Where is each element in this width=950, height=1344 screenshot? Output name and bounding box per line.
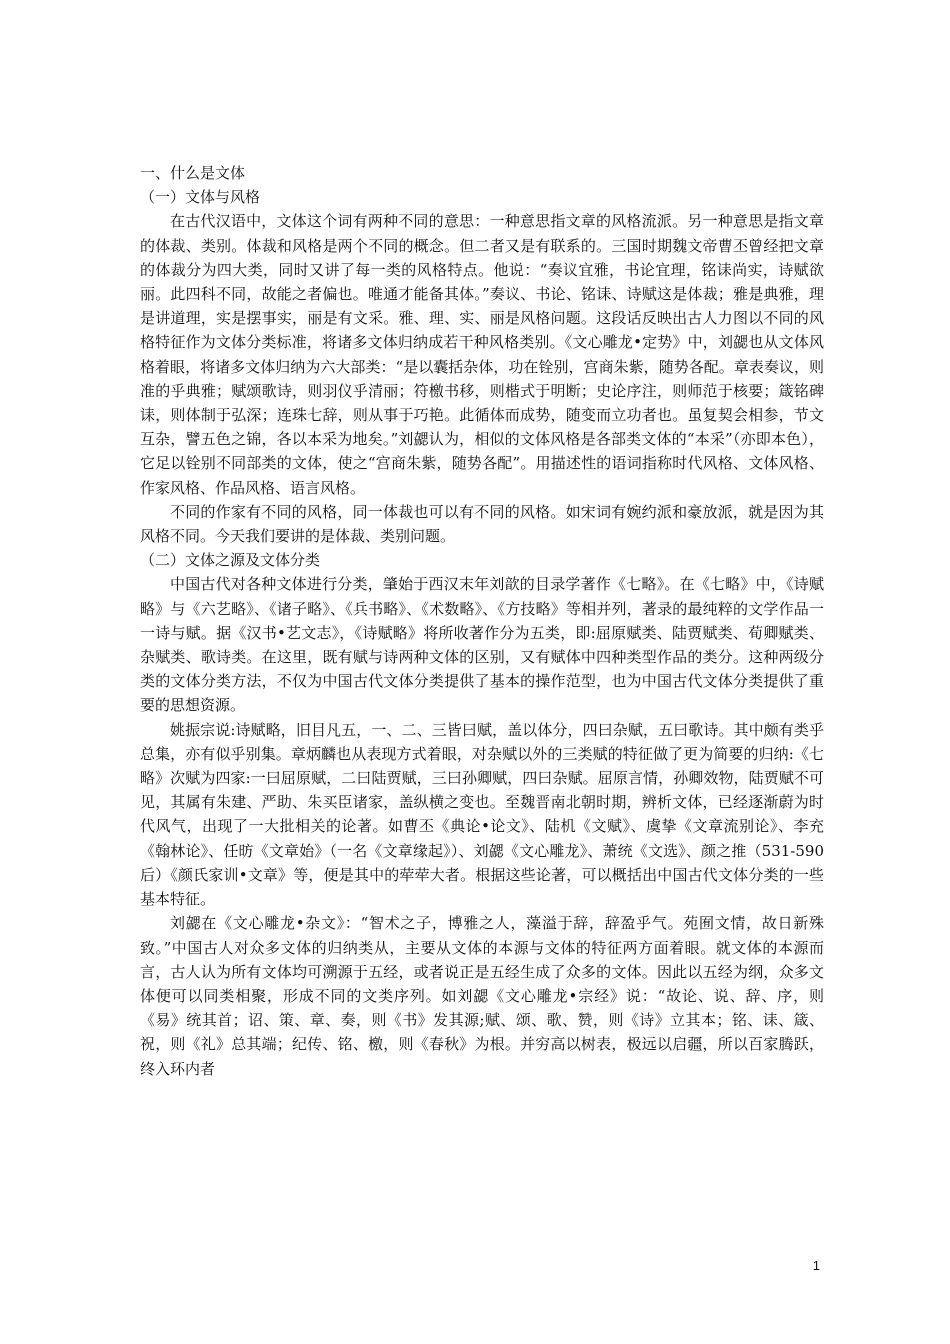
paragraph-style-variation: 不同的作家有不同的风格，同一体裁也可以有不同的风格。如宋词有婉约派和豪放派，就是因为其风格不同。今天我们要讲的是体裁、类别问题。 xyxy=(140,502,824,546)
page-number: 1 xyxy=(812,1258,820,1273)
paragraph-yao-zhenzong: 姚振宗说:诗赋略，旧目凡五，一、二、三皆曰赋，盖以体分，四曰杂赋，五曰歌诗。其中颇有类乎总集，亦有似乎别集。章炳麟也从表现方式着眼，对杂赋以外的三类赋的特征做了更为简要的归纳:《七略》次赋为四家:一曰屈原赋，二曰陆贾赋，三曰孙卿赋，四曰杂赋。屈原言情，孙卿效物，陆贾赋不可见，其属有朱建、严助、朱买臣诸家，盖纵横之变也。至魏晋南北朝时期，辨析文体，已经逐渐蔚为时代风气，出现了一大批相关的论著。如曹丕《典论•论文》、陆机《文赋》、虞挚《文章流别论》、李充《翰林论》、任昉《文章始》（一名《文章缘起》）、刘勰《文心雕龙》、萧统《文选》、颜之推（531-590后）《颜氏家训•文章》等，便是其中的荦荦大者。根据这些论著，可以概括出中国古代文体分类的一些基本特征。 xyxy=(140,720,824,909)
section-heading-origin: （二）文体之源及文体分类 xyxy=(140,551,321,570)
section-heading-style: （一）文体与风格 xyxy=(140,188,261,207)
chapter-heading: 一、什么是文体 xyxy=(140,164,246,182)
paragraph-liu-xie: 刘勰在《文心雕龙•杂文》：“智术之子，博雅之人，藻溢于辞，辞盈乎气。苑囿文情，故日新殊致。”中国古人对众多文体的归纳类从，主要从文体的本源与文体的特征两方面着眼。就文体的本源而言，古人认为所有文体均可溯源于五经，或者说正是五经生成了众多的文体。因此以五经为纲，众多文体便可以同类相聚，形成不同的文类序列。如刘勰《文心雕龙•宗经》说：“故论、说、辞、序，则《易》统其首；诏、策、章、奏，则《书》发其源;赋、颂、歌、赞，则《诗》立其本；铭、诔、箴、祝，则《礼》总其端；纪传、铭、檄，则《春秋》为根。并穷高以树表，极远以启疆，所以百家腾跃，终入环内者 xyxy=(140,914,824,1078)
paragraph-style-definition: 在古代汉语中，文体这个词有两种不同的意思：一种意思指文章的风格流派。另一种意思是指文章的体裁、类别。体裁和风格是两个不同的概念。但二者又是有联系的。三国时期魏文帝曹丕曾经把文章的体裁分为四大类，同时又讲了每一类的风格特点。他说：“奏议宜雅，书论宜理，铭诔尚实，诗赋欲丽。此四科不同，故能之者偏也。唯通才能备其体。”奏议、书论、铭诔、诗赋这是体裁；雅是典雅，理是讲道理，实是摆事实，丽是有文采。雅、理、实、丽是风格问题。这段话反映出古人力图以不同的风格特征作为文体分类标准，将诸多文体归纳成若干种风格类别。《文心雕龙•定势》中，刘勰也从文体风格着眼，将诸多文体归纳为六大部类：“是以囊括杂体，功在铨别，宫商朱紫，随势各配。章表奏议，则准的乎典雅；赋颂歌诗，则羽仪乎清丽；符檄书移，则楷式于明断；史论序注，则师范于核要；箴铭碑诔，则体制于弘深；连珠七辞，则从事于巧艳。此循体而成势，随变而立功者也。虽复契会相参，节文互杂，譬五色之锦，各以本采为地矣。”刘勰认为，相似的文体风格是各部类文体的“本采”（亦即本色），它足以铨别不同部类的文体，使之“宫商朱紫，随势各配”。用描述性的语词指称时代风格、文体风格、作家风格、作品风格、语言风格。 xyxy=(140,212,824,497)
paragraph-qilue: 中国古代对各种文体进行分类，肇始于西汉末年刘歆的目录学著作《七略》。在《七略》中，《诗赋略》与《六艺略》、《诸子略》、《兵书略》、《术数略》、《方技略》等相并列，著录的最纯粹的文学作品一一诗与赋。据《汉书•艺文志》，《诗赋略》将所收著作分为五类，即:屈原赋类、陆贾赋类、荀卿赋类、杂赋类、歌诗类。在这里，既有赋与诗两种文体的区别，又有赋体中四种类型作品的类分。这种两级分类的文体分类方法，不仅为中国古代文体分类提供了基本的操作范型，也为中国古代文体分类提供了重要的思想资源。 xyxy=(140,575,824,715)
document-body xyxy=(140,161,824,1081)
